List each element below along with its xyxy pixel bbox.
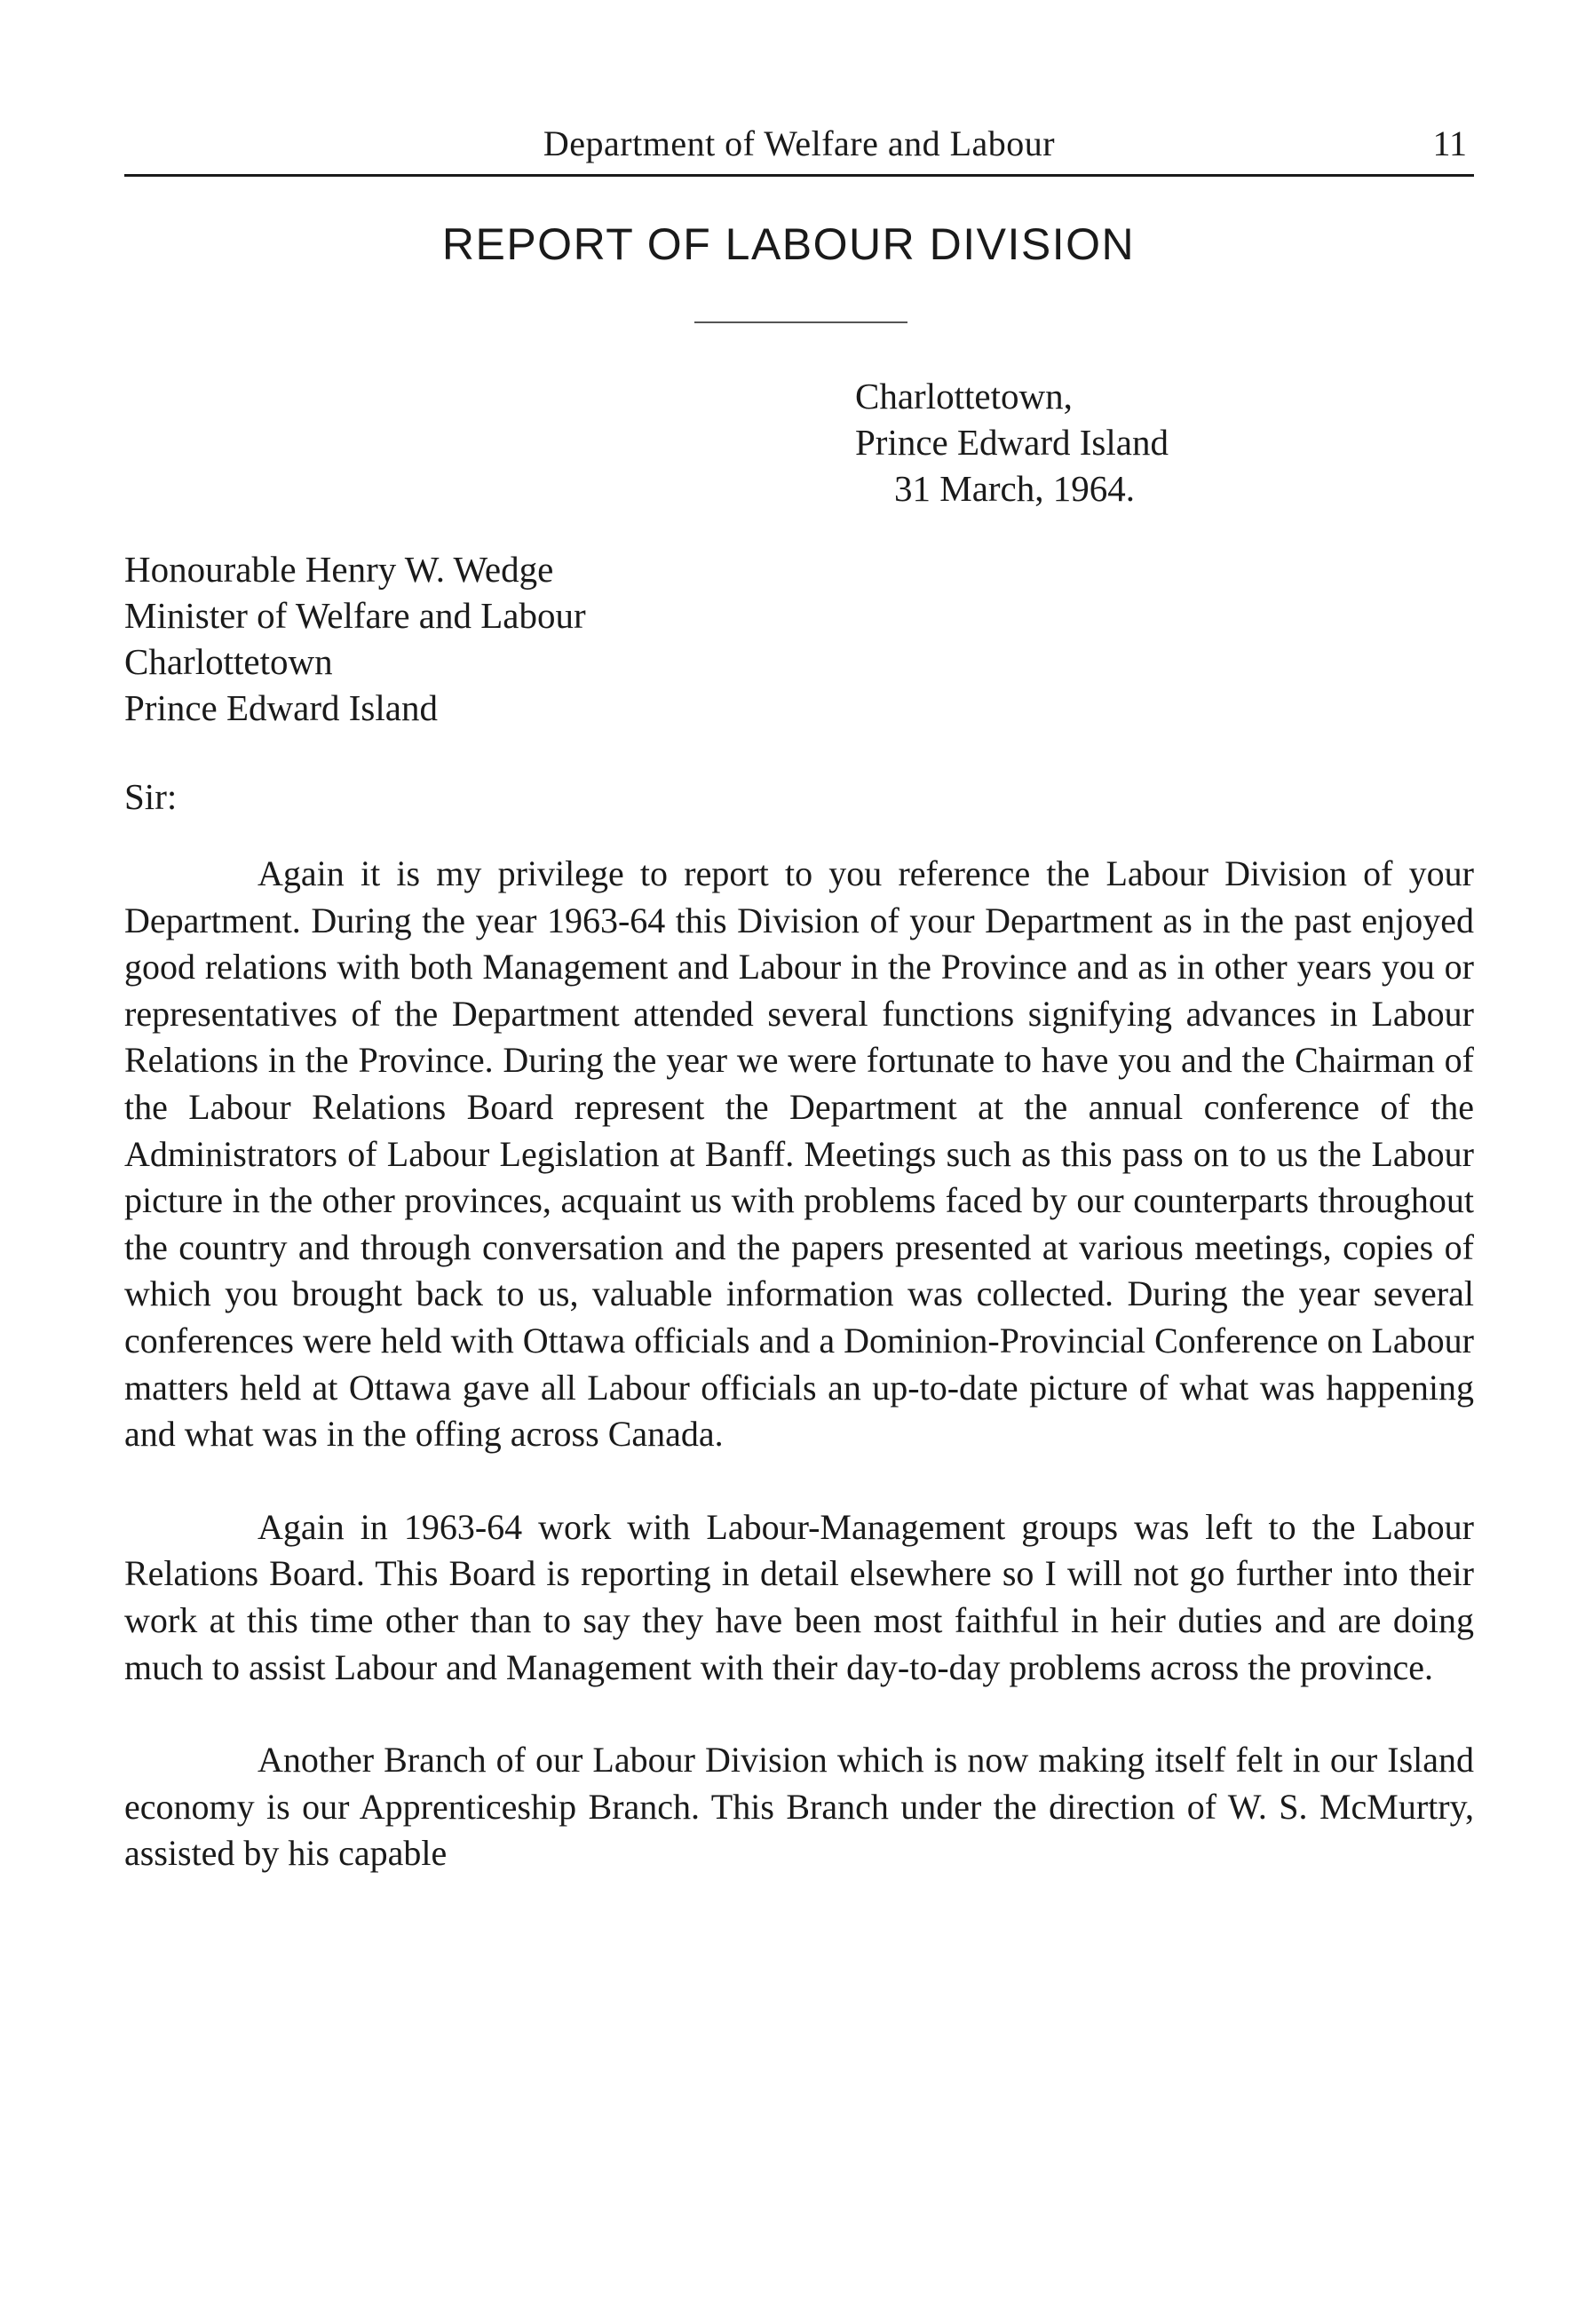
header-rule	[124, 174, 1474, 177]
running-header	[124, 123, 1474, 176]
body-paragraph: Another Branch of our Labour Division which is now making itself felt in our Island economy is our Apprenticeship Branch. This Branch under the direction of W. S. McMurtry, assisted by his capable	[124, 1740, 1474, 1874]
report-title: REPORT OF LABOUR DIVISION	[441, 219, 1136, 269]
letter-body	[124, 851, 1474, 1923]
body-paragraph: Again it is my privilege to report to you reference the Labour Division of your Department. During the year 1963-64 this Division of your Department as in the past enjoyed good relations with both Management and Labour in the Province and as in other years you or representatives of the Department attended several functions signifying advances in Labour Relations in the Province. During the year we were fortunate to have you and the Chairman of the Labour Relations Board represent the Department at the annual conference of the Administrators of Labour Legislation at Banff. Meetings such as this pass on to us the Labour picture in the other provinces, acquaint us with problems faced by our counterparts throughout the country and through conversation and the papers presented at various meetings, copies of which you brought back to us, valuable information was collected. During the year several conferences were held with Ottawa officials and a Dominion-Provincial Conference on Labour matters held at Ottawa gave all Labour officials an up-to-date picture of what was happening and what was in the offing across Canada.	[124, 853, 1474, 1455]
title-divider	[694, 321, 907, 323]
address-line-1: Honourable Henry W. Wedge	[124, 549, 554, 590]
recipient-address	[124, 546, 586, 731]
salutation: Sir:	[124, 776, 178, 817]
dateline-province: Prince Edward Island	[855, 422, 1169, 463]
dateline-date: 31 March, 1964.	[894, 468, 1136, 509]
address-line-2: Minister of Welfare and Labour	[124, 595, 586, 636]
body-paragraph: Again in 1963-64 work with Labour-Management groups was left to the Labour Relations Board. This Board is reporting in detail elsewhere so I will not go further into their work at this time other than to say they have been most faithful in heir duties and are doing much to assist Labour and Management with their day-to-day problems across the province.	[124, 1506, 1474, 1687]
address-line-3: Charlottetown	[124, 641, 333, 682]
dateline-city: Charlottetown,	[855, 376, 1073, 416]
address-line-4: Prince Edward Island	[124, 687, 438, 728]
dateline	[855, 373, 1169, 512]
running-title: Department of Welfare and Labour	[543, 123, 1056, 163]
page-number: 11	[1432, 123, 1467, 163]
